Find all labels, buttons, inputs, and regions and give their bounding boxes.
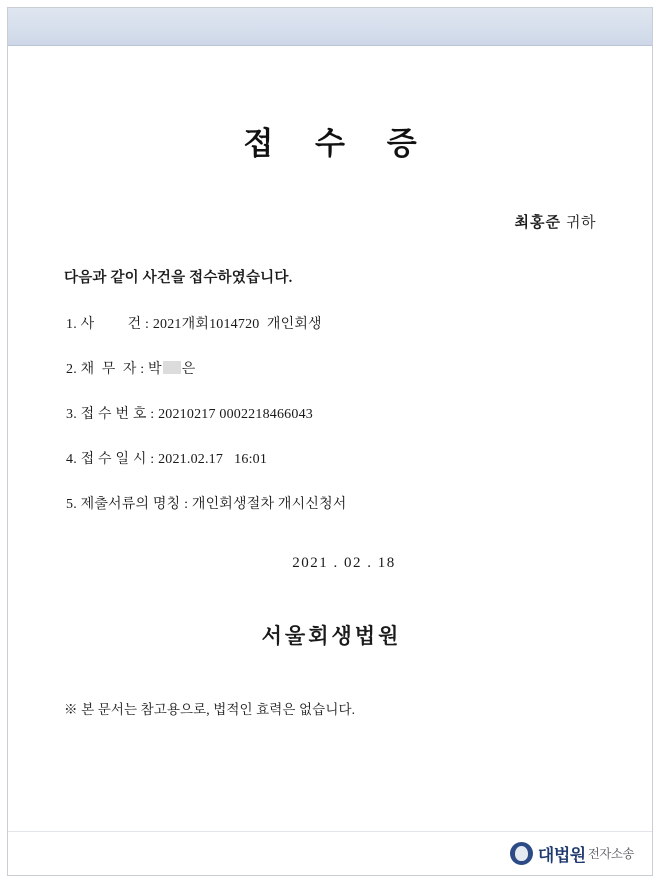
list-item: 3. 접 수 번 호 : 20210217 0002218466043 <box>66 407 313 422</box>
list-item: 4. 접 수 일 시 : 2021.02.17 16:01 <box>66 452 268 467</box>
redaction-block <box>163 361 181 374</box>
recipient-line <box>56 211 604 232</box>
document-frame <box>7 7 653 876</box>
list-item: 5. 제출서류의 명칭 : 개인회생절차 개시신청서 <box>66 497 347 512</box>
debtor-prefix: 2. 채 무 자 : 박 <box>66 362 162 377</box>
debtor-suffix: 은 <box>181 362 196 377</box>
footer-strip <box>8 831 652 875</box>
lead-statement: 다음과 같이 사건을 접수하였습니다. <box>64 270 293 286</box>
page-title: 접 수 증 <box>243 126 434 161</box>
top-banner <box>8 8 652 46</box>
footer-logo <box>510 841 634 865</box>
court-name: 서울회생법원 <box>261 624 402 648</box>
list-item: 1. 사 건 : 2021개회1014720 개인회생 <box>66 317 322 332</box>
recipient-honorific: 귀하 <box>566 215 596 231</box>
recipient-name: 최홍준 <box>514 215 562 231</box>
legal-notice: ※ 본 문서는 참고용으로, 법적인 효력은 없습니다. <box>64 702 356 717</box>
logo-sub-label: 전자소송 <box>587 847 634 861</box>
list-item <box>66 358 604 378</box>
issue-date: 2021 . 02 . 18 <box>292 555 396 571</box>
items-list <box>66 313 604 513</box>
logo-main-label: 대법원 <box>537 845 586 865</box>
supreme-court-emblem-icon <box>510 842 533 865</box>
document-content <box>8 46 652 831</box>
